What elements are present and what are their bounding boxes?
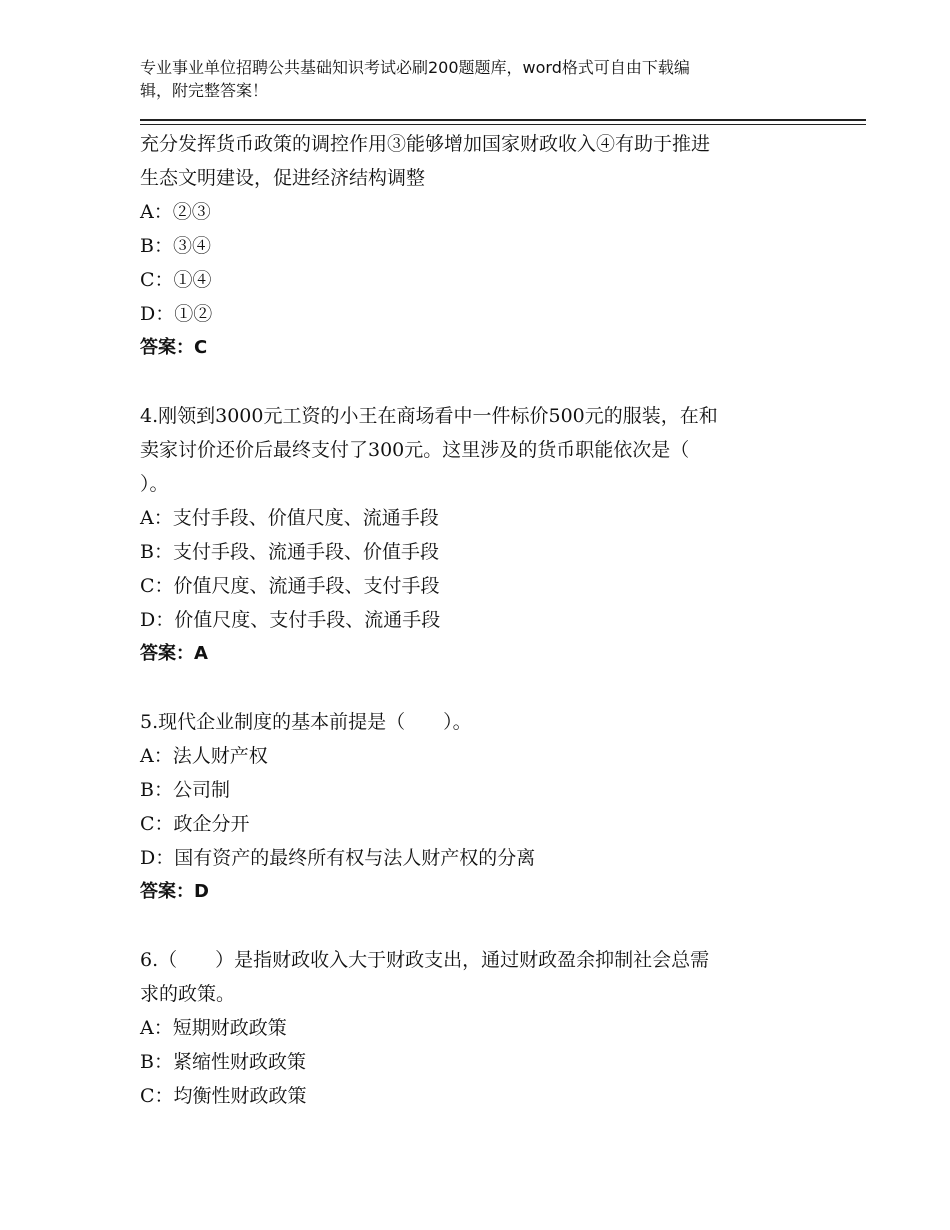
option-b: B：③④ <box>140 235 211 257</box>
header-line-1: 专业事业单位招聘公共基础知识考试必刷200题题库，word格式可自由下载编 <box>140 58 690 77</box>
question-text-line: 生态文明建设，促进经济结构调整 <box>140 167 426 189</box>
question-5 <box>140 705 840 909</box>
option-b: B：支付手段、流通手段、价值手段 <box>140 541 439 563</box>
question-text-line: 充分发挥货币政策的调控作用③能够增加国家财政收入④有助于推进 <box>140 133 711 155</box>
question-text-line: 卖家讨价还价后最终支付了300元。这里涉及的货币职能依次是（ <box>140 439 690 461</box>
question-text-line: 求的政策。 <box>140 983 236 1005</box>
option-c: C：均衡性财政政策 <box>140 1085 307 1107</box>
page-header <box>140 56 790 102</box>
answer-line: 答案：C <box>140 337 208 358</box>
option-a: A：短期财政政策 <box>140 1017 287 1039</box>
option-a: A：支付手段、价值尺度、流通手段 <box>140 507 439 529</box>
option-d: D：①② <box>140 303 213 325</box>
question-3 <box>140 127 840 365</box>
option-c: C：价值尺度、流通手段、支付手段 <box>140 575 440 597</box>
question-text-line: 5.现代企业制度的基本前提是（ ）。 <box>140 711 472 733</box>
question-6 <box>140 943 840 1113</box>
spacer <box>140 671 840 705</box>
option-a: A：法人财产权 <box>140 745 268 767</box>
answer-line: 答案：A <box>140 643 208 664</box>
option-d: D：价值尺度、支付手段、流通手段 <box>140 609 441 631</box>
header-line-2: 辑，附完整答案！ <box>140 81 269 100</box>
spacer <box>140 909 840 943</box>
option-a: A：②③ <box>140 201 211 223</box>
option-b: B：公司制 <box>140 779 230 801</box>
header-divider <box>140 119 866 125</box>
question-4 <box>140 399 840 671</box>
question-list <box>140 127 840 1113</box>
spacer <box>140 365 840 399</box>
answer-line: 答案：D <box>140 881 209 902</box>
option-c: C：政企分开 <box>140 813 250 835</box>
option-d: D：国有资产的最终所有权与法人财产权的分离 <box>140 847 536 869</box>
question-text-line: 6.（ ）是指财政收入大于财政支出，通过财政盈余抑制社会总需 <box>140 949 710 971</box>
option-c: C：①④ <box>140 269 212 291</box>
question-text-line: 4.刚领到3000元工资的小王在商场看中一件标价500元的服装，在和 <box>140 405 718 427</box>
question-text-line: ）。 <box>140 473 169 495</box>
option-b: B：紧缩性财政政策 <box>140 1051 306 1073</box>
